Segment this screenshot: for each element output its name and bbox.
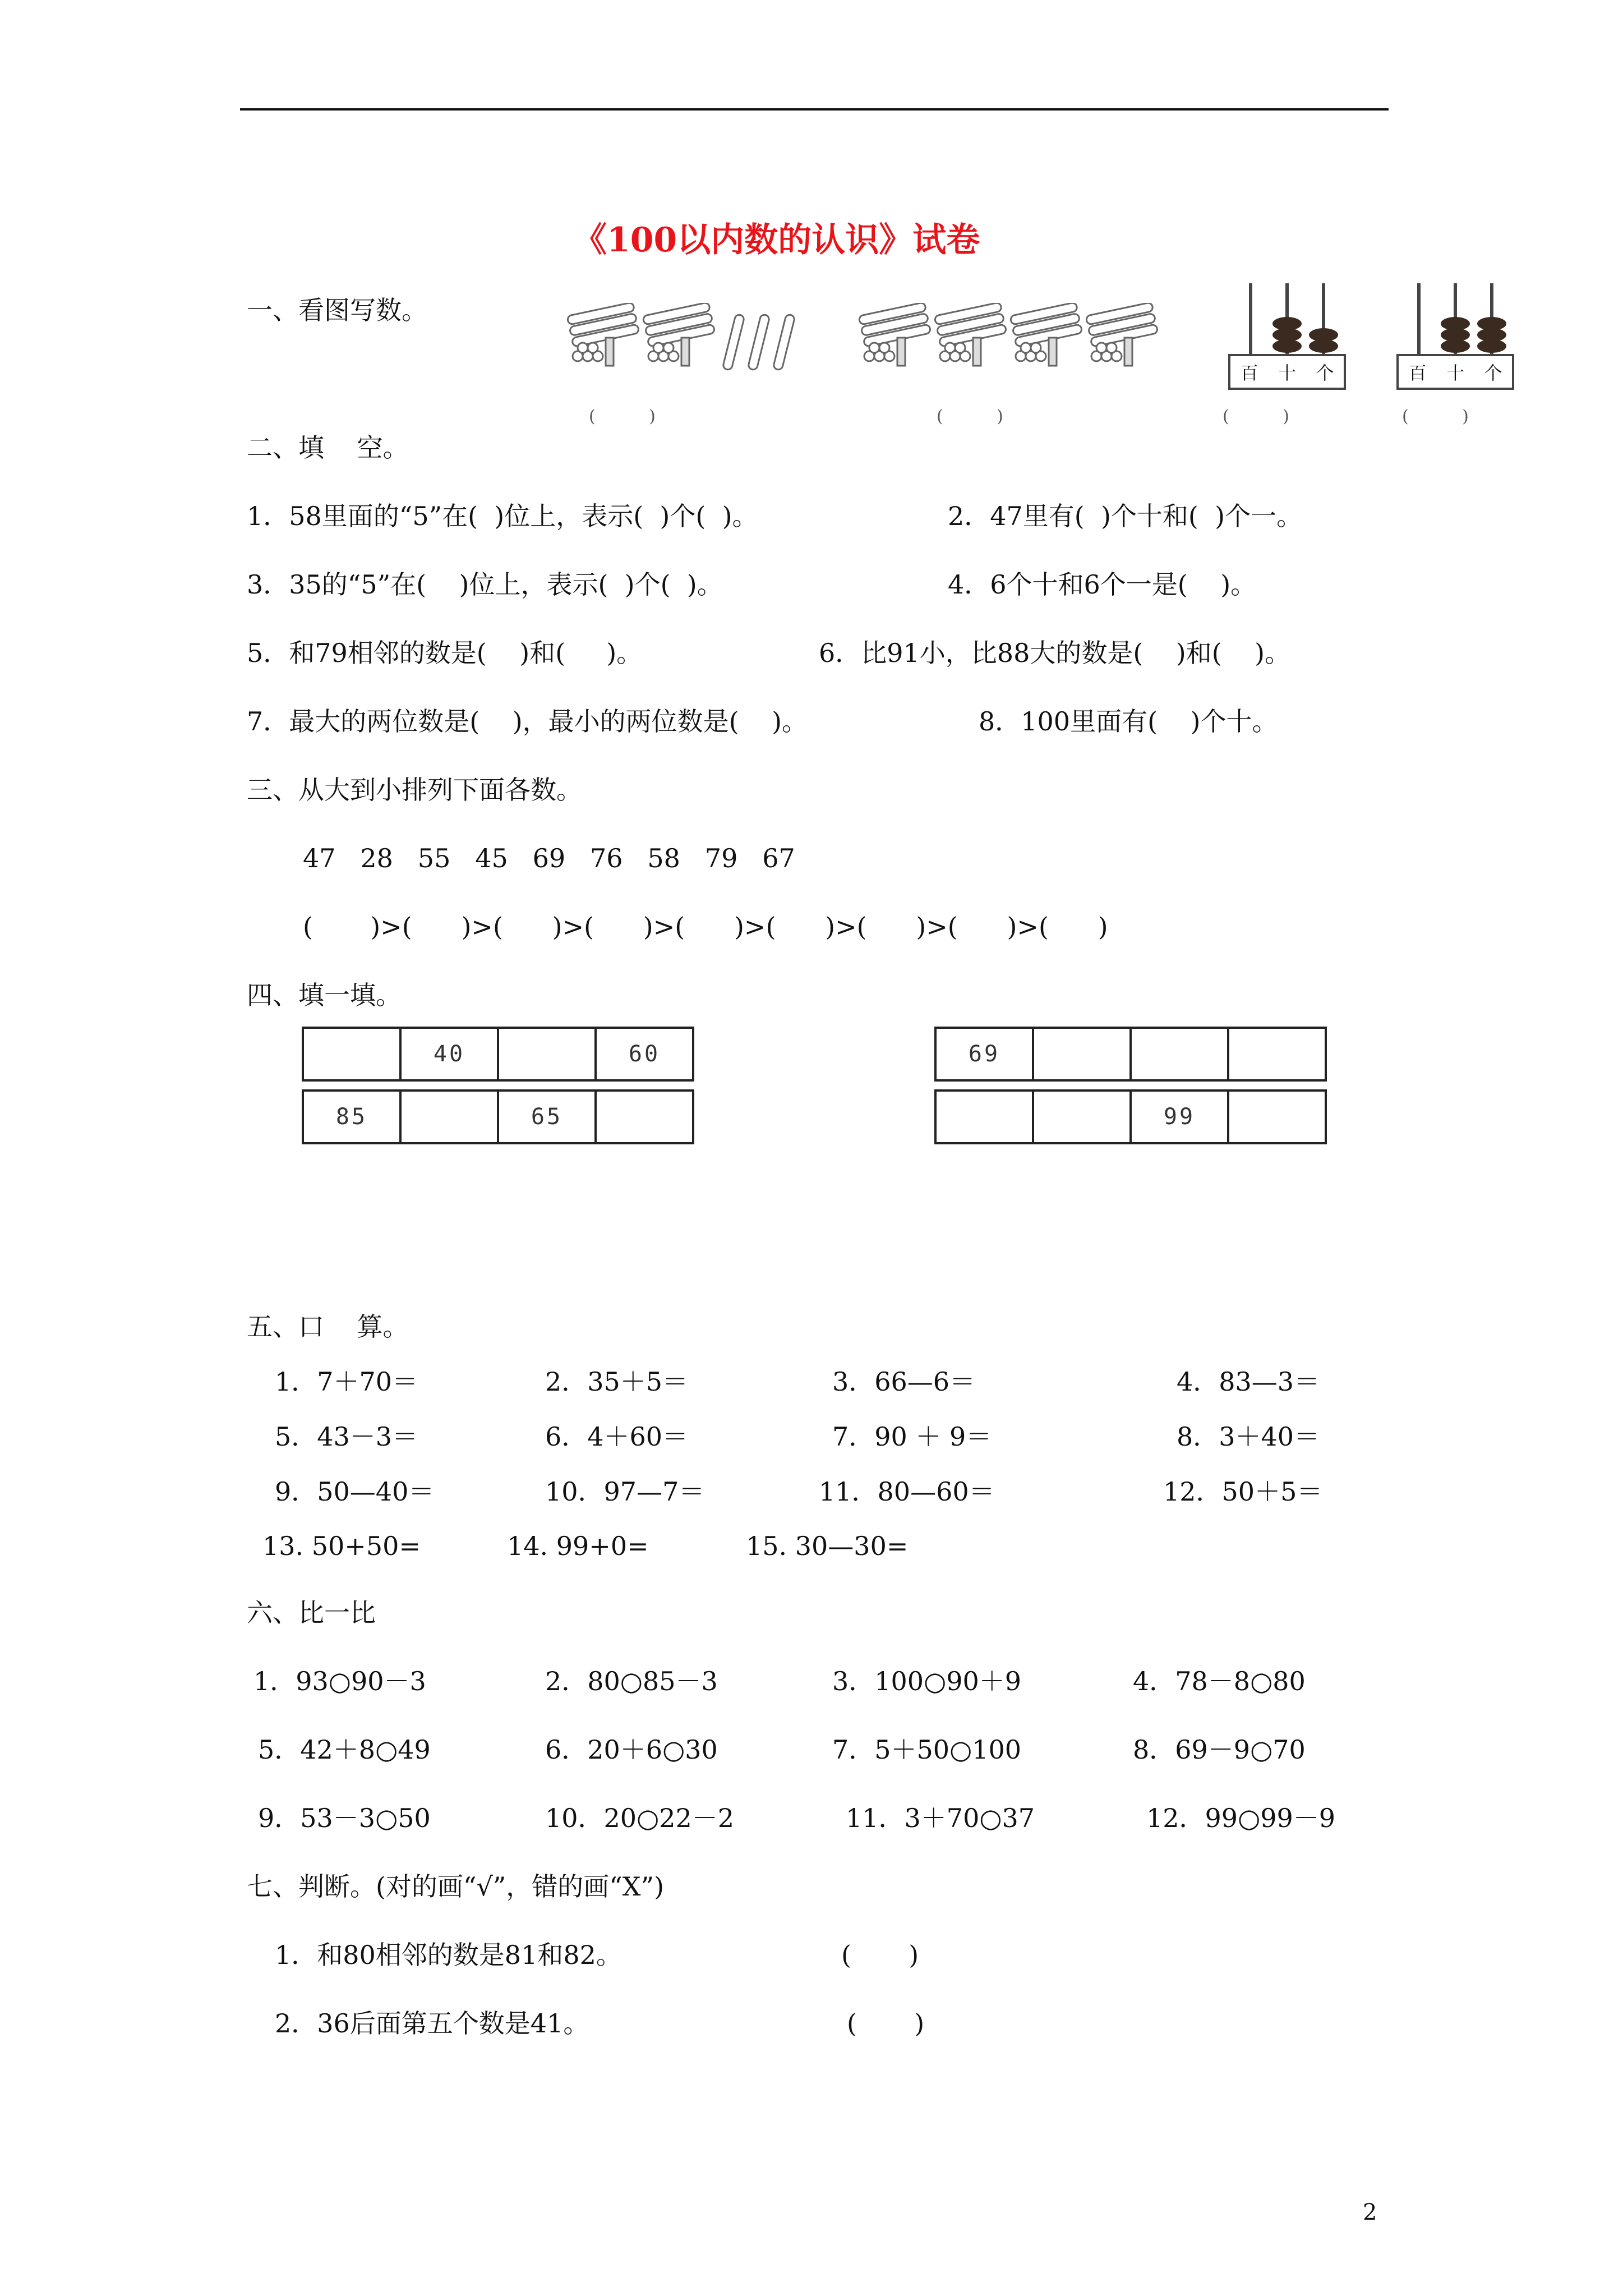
number-grid-left-row1 (302, 1027, 694, 1082)
section-4-heading: 四、填一填。 (247, 980, 402, 1010)
abacus-2 (1396, 283, 1514, 390)
compare-item: 4．78－8○80 (1133, 1666, 1306, 1696)
grid-cell: 85 (304, 1092, 402, 1142)
question-text: 5．和79相邻的数是( )和( )。 (247, 638, 643, 668)
compare-item: 9．53－3○50 (258, 1803, 431, 1833)
grid-cell: 65 (499, 1092, 597, 1142)
abacus-label-tens: 十 (1278, 362, 1296, 384)
bundles-picture-1 (561, 303, 796, 376)
grid-cell[interactable] (1229, 1029, 1325, 1079)
grid-cell: 40 (402, 1029, 499, 1079)
grid-cell[interactable] (597, 1092, 692, 1142)
compare-item: 8．69－9○70 (1133, 1734, 1306, 1765)
abacus-label-ones: 个 (1316, 362, 1334, 384)
compare-item: 10．20○22－2 (545, 1803, 735, 1833)
abacus-label-hundreds: 百 (1408, 362, 1427, 384)
abacus-label-hundreds: 百 (1240, 362, 1258, 384)
grid-cell[interactable] (937, 1092, 1034, 1142)
judge-answer-blank[interactable]: ( ) (841, 1940, 919, 1970)
calc-item: 10．97—7＝ (545, 1476, 705, 1507)
calc-item: 4．83—3＝ (1177, 1366, 1320, 1397)
abacus-label-ones: 个 (1484, 362, 1502, 384)
page-title: 《100以内数的认识》试卷 (573, 220, 980, 260)
calc-item: 9．50—40＝ (275, 1476, 435, 1507)
header-rule (240, 108, 1389, 111)
judge-question: 2．36后面第五个数是41。 (275, 2008, 589, 2039)
abacus-rods-icon (1396, 283, 1514, 356)
bundles-picture-2 (852, 303, 1166, 376)
section-5-heading: 五、口 算。 (247, 1312, 409, 1342)
question-text: 7．最大的两位数是( )，最小的两位数是( )。 (247, 706, 808, 737)
answer-blank[interactable]: ( ) (1402, 407, 1469, 426)
compare-item: 2．80○85－3 (545, 1666, 718, 1696)
abacus-rods-icon (1228, 283, 1346, 356)
calc-item: 8．3＋40＝ (1177, 1421, 1320, 1452)
question-text: 6．比91小，比88大的数是( )和( )。 (819, 638, 1291, 668)
answer-blank[interactable]: ( ) (589, 407, 656, 426)
answer-blank[interactable]: ( ) (937, 407, 1003, 426)
page-number: 2 (1363, 2200, 1377, 2225)
calc-item: 2．35＋5＝ (545, 1366, 689, 1397)
compare-item: 3．100○90＋9 (832, 1666, 1022, 1696)
calc-item: 6．4＋60＝ (545, 1421, 689, 1452)
ordering-blanks[interactable]: ( )>( )>( )>( )>( )>( )>( )>( )>( ) (303, 912, 1108, 942)
compare-item: 6．20＋6○30 (545, 1734, 718, 1765)
section-6-heading: 六、比一比 (247, 1598, 376, 1628)
judge-question: 1．和80相邻的数是81和82。 (275, 1940, 622, 1970)
number-grid-left-row2 (302, 1089, 694, 1144)
question-text: 8．100里面有( )个十。 (979, 706, 1278, 737)
section-7-heading: 七、判断。(对的画“√”，错的画“X”) (247, 1871, 665, 1902)
judge-answer-blank[interactable]: ( ) (847, 2008, 925, 2039)
question-text: 2．47里有( )个十和( )个一。 (948, 501, 1303, 531)
calc-item: 11．80—60＝ (819, 1476, 995, 1507)
compare-item: 11．3＋70○37 (846, 1803, 1035, 1833)
number-grid-right-row2 (934, 1089, 1327, 1144)
grid-cell[interactable] (1034, 1029, 1132, 1079)
abacus-1 (1228, 283, 1346, 390)
question-text: 1．58里面的“5”在( )位上，表示( )个( )。 (247, 501, 758, 531)
section-2-heading: 二、填 空。 (247, 432, 409, 463)
question-text: 3．35的“5”在( )位上，表示( )个( )。 (247, 569, 723, 600)
grid-cell[interactable] (402, 1092, 499, 1142)
calc-item: 12．50＋5＝ (1163, 1476, 1323, 1507)
section-3-heading: 三、从大到小排列下面各数。 (247, 775, 582, 805)
calc-item: 15. 30—30= (746, 1531, 909, 1561)
grid-cell: 69 (937, 1029, 1034, 1079)
abacus-label-tens: 十 (1446, 362, 1464, 384)
compare-item: 7．5＋50○100 (832, 1734, 1022, 1765)
grid-cell[interactable] (1229, 1092, 1325, 1142)
answer-blank[interactable]: ( ) (1223, 407, 1289, 426)
number-grid-right-row1 (934, 1027, 1327, 1082)
question-text: 4．6个十和6个一是( )。 (948, 569, 1257, 600)
calc-item: 3．66—6＝ (832, 1366, 976, 1397)
grid-cell: 99 (1132, 1092, 1229, 1142)
number-list: 47 28 55 45 69 76 58 79 67 (303, 843, 795, 873)
grid-cell[interactable] (499, 1029, 597, 1079)
compare-item: 1．93○90－3 (253, 1666, 426, 1696)
grid-cell[interactable] (304, 1029, 402, 1079)
section-1-heading: 一、看图写数。 (247, 295, 427, 325)
compare-item: 12．99○99－9 (1146, 1803, 1336, 1833)
grid-cell[interactable] (1132, 1029, 1229, 1079)
calc-item: 5．43－3＝ (275, 1421, 418, 1452)
calc-item: 13. 50+50= (262, 1531, 421, 1561)
grid-cell[interactable] (1034, 1092, 1132, 1142)
calc-item: 1．7＋70＝ (275, 1366, 418, 1397)
calc-item: 7．90 ＋ 9＝ (832, 1421, 992, 1452)
calc-item: 14. 99+0= (507, 1531, 649, 1561)
grid-cell: 60 (628, 1041, 661, 1067)
compare-item: 5．42＋8○49 (258, 1734, 431, 1765)
